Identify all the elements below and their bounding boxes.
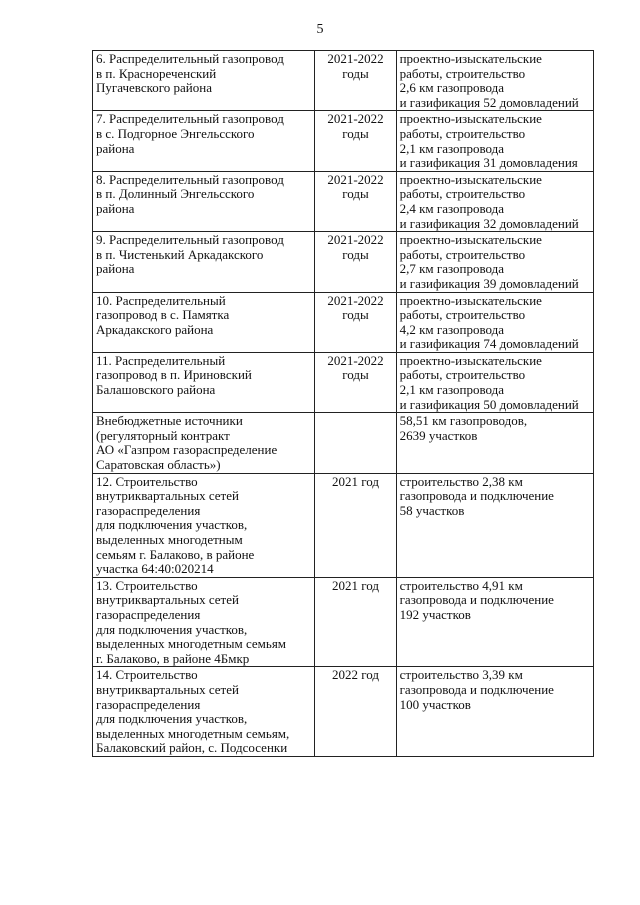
page-number: 5	[316, 22, 324, 37]
object-name-cell	[93, 111, 315, 171]
cell-line: для подключения участков,	[96, 621, 248, 637]
cell-line: и газификация 50 домовладений	[399, 396, 579, 412]
cell-line: внутриквартальных сетей	[96, 681, 239, 697]
cell-line: семьям г. Балаково, в районе	[96, 546, 255, 562]
cell-line: 13. Строительство	[96, 577, 198, 593]
cell-line: в п. Долинный Энгельсского	[96, 186, 255, 202]
cell-line: 2,1 км газопровода	[399, 140, 505, 156]
cell-line: внутриквартальных сетей	[96, 488, 239, 504]
period-cell	[315, 667, 396, 757]
gasification-table	[92, 50, 594, 757]
table-row	[93, 413, 594, 473]
table-row	[93, 292, 594, 352]
cell-line: 2021-2022	[327, 111, 384, 127]
cell-line: (регуляторный контракт	[96, 427, 230, 443]
cell-line: 10. Распределительный	[96, 292, 226, 308]
cell-line: 4,2 км газопровода	[399, 321, 505, 337]
result-cell	[396, 232, 593, 292]
cell-line: 2022 год	[332, 667, 380, 683]
cell-line: газопровода и подключение	[399, 681, 554, 697]
table-row	[93, 51, 594, 111]
cell-line: газопровода и подключение	[399, 488, 554, 504]
table-row	[93, 111, 594, 171]
cell-line: годы	[342, 186, 369, 202]
cell-line: 58 участков	[399, 502, 465, 518]
cell-line: для подключения участков,	[96, 517, 248, 533]
result-cell	[396, 292, 593, 352]
cell-line: и газификация 31 домовладения	[399, 155, 578, 171]
cell-line: 2,6 км газопровода	[399, 80, 505, 96]
cell-line: газопровод в с. Памятка	[96, 307, 230, 323]
cell-line: 12. Строительство	[96, 473, 198, 489]
period-cell	[315, 577, 396, 667]
cell-line: района	[96, 200, 135, 216]
cell-line: газораспределения	[96, 606, 201, 622]
cell-line: 2021 год	[332, 577, 380, 593]
cell-line: 2021-2022	[327, 171, 384, 187]
cell-line: годы	[342, 125, 369, 141]
cell-line: годы	[342, 307, 369, 323]
cell-line: 100 участков	[399, 696, 471, 712]
cell-line: работы, строительство	[399, 367, 526, 383]
cell-line: 2021-2022	[327, 352, 384, 368]
table-row	[93, 232, 594, 292]
object-name-cell	[93, 577, 315, 667]
cell-line: 2,1 км газопровода	[399, 382, 505, 398]
cell-line: проектно-изыскательские	[399, 352, 542, 368]
cell-line: строительство 2,38 км	[399, 473, 523, 489]
result-cell	[396, 577, 593, 667]
table-row	[93, 667, 594, 757]
table-row	[93, 171, 594, 231]
cell-line: 2639 участков	[399, 427, 478, 443]
cell-line: работы, строительство	[399, 125, 526, 141]
cell-line: 2021 год	[332, 473, 380, 489]
cell-line: выделенных многодетным семьям,	[96, 725, 290, 741]
period-cell	[315, 352, 396, 412]
cell-line: работы, строительство	[399, 246, 526, 262]
cell-line: 14. Строительство	[96, 667, 198, 683]
cell-line: в п. Краснореченский	[96, 65, 217, 81]
cell-line: Пугачевского района	[96, 80, 212, 96]
cell-line: работы, строительство	[399, 65, 526, 81]
object-name-cell	[93, 413, 315, 473]
result-cell	[396, 352, 593, 412]
period-cell	[315, 413, 396, 473]
cell-line: Балашовского района	[96, 382, 216, 398]
cell-line: 11. Распределительный	[96, 352, 226, 368]
result-cell	[396, 171, 593, 231]
period-cell	[315, 171, 396, 231]
cell-line: 2021-2022	[327, 232, 384, 248]
cell-line: внутриквартальных сетей	[96, 592, 239, 608]
table-row	[93, 352, 594, 412]
cell-line: Саратовская область»)	[96, 457, 221, 473]
table-row	[93, 577, 594, 667]
cell-line: в с. Подгорное Энгельсского	[96, 125, 255, 141]
cell-line: годы	[342, 246, 369, 262]
cell-line: годы	[342, 65, 369, 81]
period-cell	[315, 232, 396, 292]
result-cell	[396, 51, 593, 111]
cell-line: АО «Газпром газораспределение	[96, 442, 278, 458]
result-cell	[396, 667, 593, 757]
cell-line: Аркадакского района	[96, 321, 214, 337]
cell-line: Внебюджетные источники	[96, 413, 243, 429]
cell-line: 2021-2022	[327, 51, 384, 66]
cell-line: работы, строительство	[399, 186, 526, 202]
cell-line: и газификация 32 домовладений	[399, 215, 579, 231]
table-row	[93, 473, 594, 577]
cell-line: в п. Чистенький Аркадакского	[96, 246, 264, 262]
period-cell	[315, 111, 396, 171]
cell-line: 8. Распределительный газопровод	[96, 171, 284, 187]
cell-line: строительство 4,91 км	[399, 577, 523, 593]
cell-line: и газификация 52 домовладений	[399, 94, 579, 110]
cell-line: и газификация 74 домовладений	[399, 336, 579, 352]
cell-line: газопровод в п. Ириновский	[96, 367, 252, 383]
cell-line: строительство 3,39 км	[399, 667, 523, 683]
cell-line: 2,7 км газопровода	[399, 261, 505, 277]
object-name-cell	[93, 171, 315, 231]
cell-line: проектно-изыскательские	[399, 171, 542, 187]
cell-line: работы, строительство	[399, 307, 526, 323]
object-name-cell	[93, 352, 315, 412]
cell-line: для подключения участков,	[96, 711, 248, 727]
result-cell	[396, 473, 593, 577]
cell-line: района	[96, 140, 135, 156]
cell-line: проектно-изыскательские	[399, 51, 542, 66]
period-cell	[315, 473, 396, 577]
cell-line: проектно-изыскательские	[399, 232, 542, 248]
cell-line: района	[96, 261, 135, 277]
object-name-cell	[93, 232, 315, 292]
cell-line: газораспределения	[96, 502, 201, 518]
cell-line: выделенных многодетным	[96, 532, 243, 547]
cell-line: 2,4 км газопровода	[399, 200, 505, 216]
table-body	[93, 51, 594, 757]
cell-line: 7. Распределительный газопровод	[96, 111, 284, 127]
cell-line: 192 участков	[399, 606, 471, 622]
object-name-cell	[93, 667, 315, 757]
cell-line: 6. Распределительный газопровод	[96, 51, 284, 66]
object-name-cell	[93, 473, 315, 577]
cell-line: 58,51 км газопроводов,	[399, 413, 528, 429]
cell-line: газораспределения	[96, 696, 201, 712]
object-name-cell	[93, 292, 315, 352]
cell-line: и газификация 39 домовладений	[399, 275, 579, 291]
period-cell	[315, 51, 396, 111]
cell-line: проектно-изыскательские	[399, 292, 542, 308]
cell-line: газопровода и подключение	[399, 592, 554, 608]
cell-line: участка 64:40:020214	[96, 561, 214, 577]
cell-line: 2021-2022	[327, 292, 384, 308]
result-cell	[396, 111, 593, 171]
cell-line: 9. Распределительный газопровод	[96, 232, 284, 248]
cell-line: Балаковский район, с. Подсосенки	[96, 740, 288, 756]
cell-line: выделенных многодетным семьям	[96, 636, 287, 652]
cell-line: г. Балаково, в районе 4Бмкр	[96, 650, 250, 666]
object-name-cell	[93, 51, 315, 111]
cell-line: проектно-изыскательские	[399, 111, 542, 127]
result-cell	[396, 413, 593, 473]
cell-line: годы	[342, 367, 369, 383]
period-cell	[315, 292, 396, 352]
